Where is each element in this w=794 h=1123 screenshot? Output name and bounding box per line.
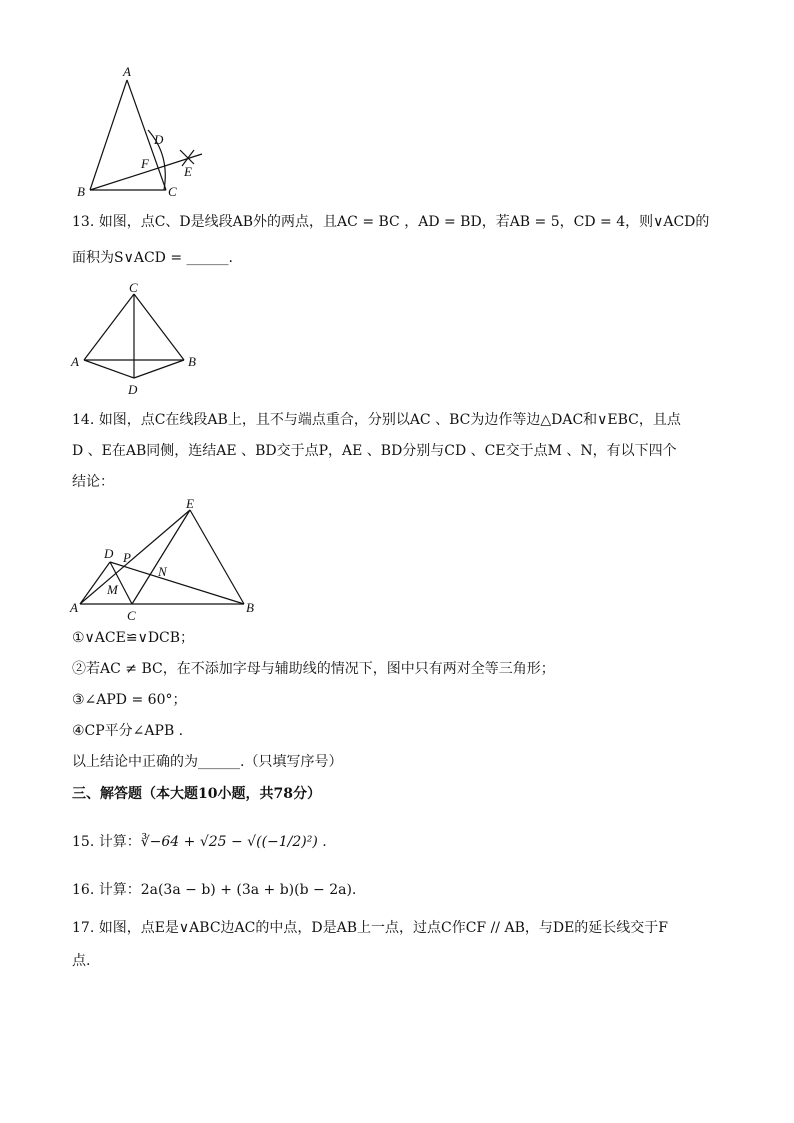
q13-line2: 面积为S∨ACD = ______. (72, 250, 233, 266)
label-F: F (141, 156, 149, 171)
q16: 16. 计算：2a(3a − b) + (3a + b)(b − 2a). (72, 882, 357, 898)
label-E: E (186, 496, 194, 511)
label-D: D (128, 382, 138, 397)
label-N: N (158, 564, 167, 579)
q14-line3: 结论： (72, 474, 114, 490)
section-heading: 三、解答题（本大题10小题，共78分） (72, 786, 321, 802)
q14-conclusion-4: ④CP平分∠APB . (72, 723, 184, 739)
label-B: B (77, 184, 85, 199)
label-E: E (184, 164, 192, 179)
label-D: D (154, 132, 164, 147)
label-C: C (168, 184, 177, 199)
figure-q12 (70, 60, 220, 200)
label-A: A (70, 600, 78, 615)
q14-line2: D 、E在AB同侧，连结AE 、BD交于点P，AE 、BD分别与CD 、CE交于点M 、N，有以下四个 (72, 443, 677, 459)
label-B: B (188, 354, 196, 369)
q13-line1: 13. 如图，点C、D是线段AB外的两点，且AC = BC ，AD = BD，若AB = 5，CD = 4，则∨ACD的 (72, 214, 710, 230)
q15-expression: ∛−64 + √25 − √((−1/2)²) . (140, 834, 327, 850)
label-C: C (129, 282, 138, 295)
q14-line1: 14. 如图，点C在线段AB上，且不与端点重合，分别以AC 、BC为边作等边△DAC和∨EBC，且点 (72, 412, 681, 428)
q17-line2: 点. (72, 953, 91, 969)
label-A: A (123, 64, 131, 79)
q15 (72, 832, 327, 852)
label-C: C (127, 608, 136, 623)
q14-question: 以上结论中正确的为______.（只填写序号） (72, 754, 343, 770)
figure-q14 (66, 494, 266, 626)
label-A: A (71, 354, 79, 369)
label-P: P (123, 550, 131, 565)
q14-conclusion-2: ②若AC ≠ BC，在不添加字母与辅助线的情况下，图中只有两对全等三角形； (72, 661, 555, 677)
label-D: D (104, 546, 114, 561)
q14-conclusion-1: ①∨ACE≌∨DCB； (72, 630, 195, 646)
q17-line1: 17. 如图，点E是∨ABC边AC的中点，D是AB上一点，过点C作CF // AB，与DE的延长线交于F (72, 920, 669, 936)
label-B: B (246, 600, 254, 615)
q15-label: 15. 计算： (72, 834, 141, 850)
q14-conclusion-3: ③∠APD = 60°； (72, 692, 187, 708)
label-M: M (107, 582, 118, 597)
figure-q13 (66, 282, 206, 398)
